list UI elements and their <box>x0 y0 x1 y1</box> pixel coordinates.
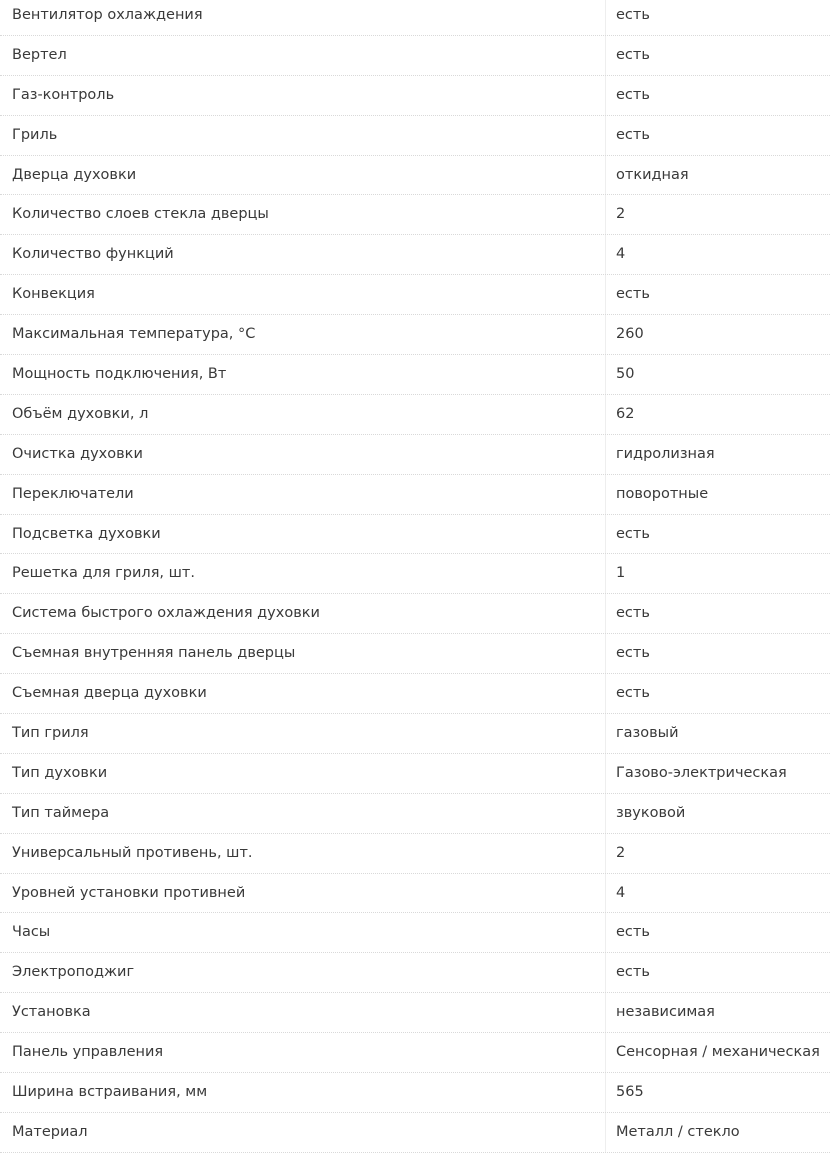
spec-value: есть <box>605 594 830 633</box>
spec-value: есть <box>605 674 830 713</box>
spec-name: Очистка духовки <box>12 445 143 462</box>
spec-name: Уровней установки противней <box>12 884 246 901</box>
spec-name: Часы <box>12 924 51 941</box>
spec-row <box>0 275 830 315</box>
spec-row <box>0 76 830 116</box>
spec-row <box>0 475 830 515</box>
spec-value: 1 <box>605 554 830 593</box>
spec-row <box>0 554 830 594</box>
spec-name: Решетка для гриля, шт. <box>12 565 195 582</box>
spec-row <box>0 1073 830 1113</box>
spec-value: есть <box>605 634 830 673</box>
spec-value: есть <box>605 515 830 554</box>
spec-value: 2 <box>605 834 830 873</box>
spec-name: Гриль <box>12 126 58 143</box>
spec-row <box>0 0 830 36</box>
spec-name: Материал <box>12 1123 88 1140</box>
spec-value: есть <box>605 0 830 35</box>
spec-value: 2 <box>605 195 830 234</box>
spec-name: Газ-контроль <box>12 86 115 103</box>
spec-row <box>0 754 830 794</box>
spec-name: Вентилятор охлаждения <box>12 7 203 23</box>
spec-name: Съемная внутренняя панель дверцы <box>12 645 296 662</box>
spec-value: 260 <box>605 315 830 354</box>
spec-value: есть <box>605 76 830 115</box>
spec-name: Переключатели <box>12 485 134 502</box>
spec-name: Подсветка духовки <box>12 525 161 542</box>
spec-name: Объём духовки, л <box>12 405 149 422</box>
spec-row <box>0 36 830 76</box>
spec-row <box>0 794 830 834</box>
spec-name: Установка <box>12 1004 91 1021</box>
spec-row <box>0 594 830 634</box>
spec-row <box>0 235 830 275</box>
spec-name: Электроподжиг <box>12 964 135 981</box>
spec-row <box>0 435 830 475</box>
spec-row <box>0 515 830 555</box>
spec-name: Съемная дверца духовки <box>12 685 207 702</box>
spec-name: Вертел <box>12 46 67 63</box>
spec-row <box>0 953 830 993</box>
spec-name: Универсальный противень, шт. <box>12 844 253 861</box>
spec-row <box>0 874 830 914</box>
spec-name: Система быстрого охлаждения духовки <box>12 605 320 622</box>
spec-name: Тип духовки <box>12 764 108 781</box>
spec-name: Количество слоев стекла дверцы <box>12 206 269 223</box>
spec-row <box>0 195 830 235</box>
spec-value: есть <box>605 275 830 314</box>
spec-name: Конвекция <box>12 286 95 303</box>
spec-name: Количество функций <box>12 246 174 263</box>
spec-row <box>0 395 830 435</box>
spec-value: есть <box>605 913 830 952</box>
spec-name: Максимальная температура, °C <box>12 326 256 343</box>
spec-row <box>0 1033 830 1073</box>
spec-value: 4 <box>605 874 830 913</box>
spec-row <box>0 993 830 1033</box>
spec-row <box>0 315 830 355</box>
spec-value: 62 <box>605 395 830 434</box>
spec-value: поворотные <box>605 475 830 514</box>
spec-name: Тип таймера <box>12 804 110 821</box>
spec-value: независимая <box>605 993 830 1032</box>
spec-name: Мощность подключения, Вт <box>12 366 227 383</box>
spec-value: Сенсорная / механическая <box>605 1033 830 1072</box>
spec-row <box>0 674 830 714</box>
spec-value: 50 <box>605 355 830 394</box>
spec-row <box>0 634 830 674</box>
spec-value: есть <box>605 953 830 992</box>
spec-row <box>0 1113 830 1153</box>
spec-name: Панель управления <box>12 1044 164 1061</box>
spec-row <box>0 156 830 196</box>
spec-value: газовый <box>605 714 830 753</box>
spec-value: откидная <box>605 156 830 195</box>
spec-name: Тип гриля <box>12 725 89 742</box>
spec-row <box>0 834 830 874</box>
spec-name: Ширина встраивания, мм <box>12 1084 208 1101</box>
spec-name: Дверца духовки <box>12 166 137 183</box>
spec-value: 565 <box>605 1073 830 1112</box>
spec-row <box>0 355 830 395</box>
spec-value: есть <box>605 36 830 75</box>
spec-value: гидролизная <box>605 435 830 474</box>
spec-row <box>0 913 830 953</box>
spec-row <box>0 116 830 156</box>
spec-value: звуковой <box>605 794 830 833</box>
spec-value: есть <box>605 116 830 155</box>
spec-value: 4 <box>605 235 830 274</box>
spec-row <box>0 714 830 754</box>
spec-value: Газово-электрическая <box>605 754 830 793</box>
spec-value: Металл / стекло <box>605 1113 830 1152</box>
